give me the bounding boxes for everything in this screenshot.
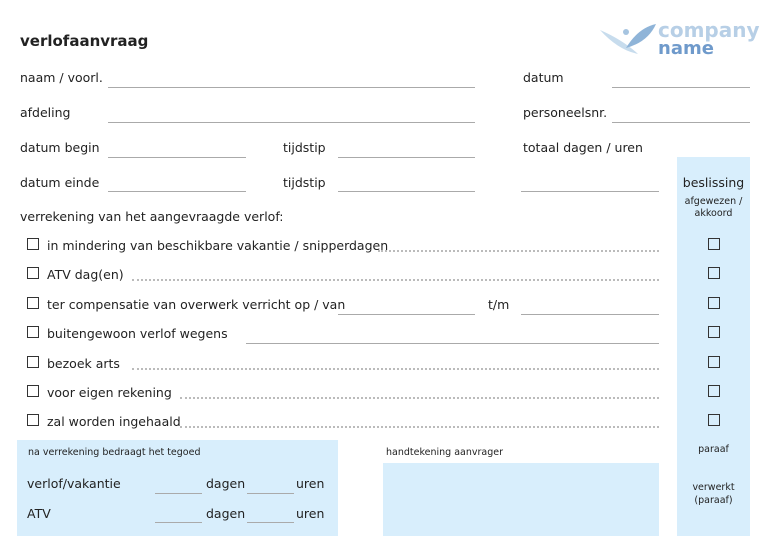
beslissing-title: beslissing [682, 175, 745, 190]
verrekening-label: verrekening van het aangevraagde verlof: [20, 209, 284, 224]
paraaf-label: paraaf [698, 444, 729, 455]
uren-label: uren [296, 476, 325, 491]
datum-label: datum [523, 70, 564, 85]
uren-label: uren [296, 506, 325, 521]
tijdstip-einde-label: tijdstip [283, 175, 326, 190]
tijdstip-begin-label: tijdstip [283, 140, 326, 155]
company-logo [598, 18, 760, 62]
logo-line1: company [658, 18, 760, 42]
datum-begin-label: datum begin [20, 140, 100, 155]
datum-einde-field[interactable] [108, 191, 246, 192]
datum-einde-label: datum einde [20, 175, 100, 190]
option-label: voor eigen rekening [47, 385, 172, 400]
verlof-uren-field[interactable] [247, 493, 294, 494]
dagen-label: dagen [206, 476, 246, 491]
option-checkbox-vakantie[interactable] [27, 238, 39, 250]
datum-field[interactable] [612, 87, 750, 88]
dotted-leader [132, 368, 659, 370]
verwerkt-label: verwerkt (paraaf) [692, 482, 735, 506]
personeelsnr-field[interactable] [612, 122, 750, 123]
option-label: ATV dag(en) [47, 267, 124, 282]
dotted-leader [132, 279, 659, 281]
totaal-field[interactable] [521, 191, 659, 192]
buitengewoon-reason-field[interactable] [246, 343, 659, 344]
naam-label: naam / voorl. [20, 70, 103, 85]
decision-checkbox[interactable] [708, 385, 720, 397]
option-label: zal worden ingehaald [47, 414, 181, 429]
dotted-leader [378, 250, 659, 252]
verlof-dagen-field[interactable] [155, 493, 202, 494]
dotted-leader [180, 397, 659, 399]
tijdstip-einde-field[interactable] [338, 191, 475, 192]
compensatie-tm-field[interactable] [521, 314, 659, 315]
decision-checkbox[interactable] [708, 238, 720, 250]
naam-field[interactable] [108, 87, 475, 88]
tegoed-title: na verrekening bedraagt het tegoed [28, 447, 201, 458]
option-checkbox-arts[interactable] [27, 356, 39, 368]
logo-line2: name [658, 38, 714, 59]
afdeling-field[interactable] [108, 122, 475, 123]
decision-checkbox[interactable] [708, 356, 720, 368]
option-label: in mindering van beschikbare vakantie / snipperdagen [47, 238, 389, 253]
beslissing-sub: afgewezen / akkoord [684, 196, 743, 219]
decision-checkbox[interactable] [708, 414, 720, 426]
tegoed-row-label: ATV [27, 506, 51, 521]
option-checkbox-compensatie[interactable] [27, 297, 39, 309]
option-checkbox-buitengewoon[interactable] [27, 326, 39, 338]
dotted-leader [180, 426, 659, 428]
option-label: ter compensatie van overwerk verricht op / van [47, 297, 346, 312]
signature-box[interactable] [383, 463, 659, 536]
tegoed-row-label: verlof/vakantie [27, 476, 121, 491]
decision-checkbox[interactable] [708, 326, 720, 338]
option-checkbox-eigen-rekening[interactable] [27, 385, 39, 397]
datum-begin-field[interactable] [108, 157, 246, 158]
option-label: bezoek arts [47, 356, 120, 371]
compensatie-van-field[interactable] [338, 314, 475, 315]
tm-label: t/m [488, 297, 510, 312]
atv-uren-field[interactable] [247, 522, 294, 523]
atv-dagen-field[interactable] [155, 522, 202, 523]
option-label: buitengewoon verlof wegens [47, 326, 228, 341]
tijdstip-begin-field[interactable] [338, 157, 475, 158]
option-checkbox-ingehaald[interactable] [27, 414, 39, 426]
totaal-label: totaal dagen / uren [523, 140, 643, 155]
afdeling-label: afdeling [20, 105, 71, 120]
handtekening-label: handtekening aanvrager [386, 447, 503, 458]
logo-leaf-icon [598, 20, 658, 60]
personeelsnr-label: personeelsnr. [523, 105, 608, 120]
decision-checkbox[interactable] [708, 297, 720, 309]
decision-checkbox[interactable] [708, 267, 720, 279]
page-title: verlofaanvraag [20, 32, 149, 50]
option-checkbox-atv[interactable] [27, 267, 39, 279]
dagen-label: dagen [206, 506, 246, 521]
